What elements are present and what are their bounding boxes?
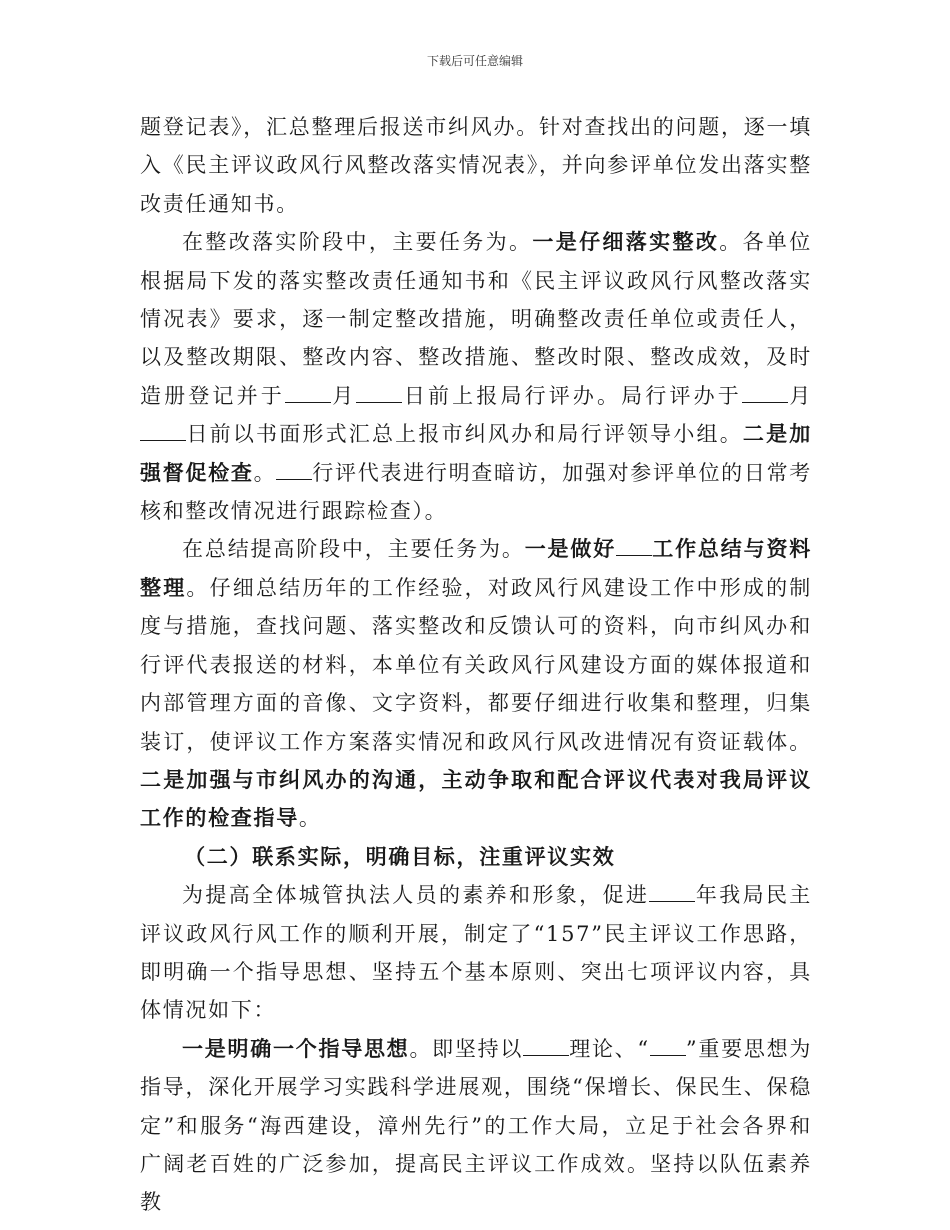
p2-text-d2: 日前以书面形式汇总上报市纠风办和局行评领导小组。: [186, 422, 743, 447]
p2-text-c: 。各单位根据局下发的落实整改责任通知书和《民主评议政风行风整改落实情况表》要求，逐一制定整改措施，明确整改责任单位或责任人，以及整改期限、整改内容、整改措施、整改时限、整改成效，及时造册登记并于: [140, 230, 812, 408]
page-header: 下载后可任意编辑: [426, 54, 523, 68]
p4-text-a: 为提高全体城管执法人员的素养和形象，促进: [182, 883, 650, 908]
blank-line: [285, 380, 331, 403]
p5-text-c: 理论、“: [569, 1036, 650, 1061]
paragraph-4: [140, 876, 812, 1030]
document-body: [140, 108, 812, 1222]
p2-month-1: 月: [330, 383, 357, 408]
paragraph-3: [140, 530, 812, 837]
p3-text-a: 在总结提高阶段中，主要任务为。: [182, 537, 525, 562]
p3-bold-2: 二是加强与市纠风办的沟通，主动争取和配合评议代表对我局评议工作的检查指导: [140, 766, 812, 831]
section-heading-text: （二）联系实际，明确目标，注重评议实效: [184, 843, 616, 869]
blank-line: [616, 533, 652, 556]
blank-line: [140, 418, 186, 441]
p4-text-b: 年我局民主评议政风行风工作的顺利开展，制定了“157”民主评议工作思路，即明确一个指导思想、坚持五个基本原则、突出七项评议内容，具体情况如下：: [140, 883, 813, 1023]
p2-bold-2: 二是加强督促检查: [140, 421, 812, 485]
p3-bold-1a: 一是做好: [524, 536, 617, 562]
p5-bold-1: 一是明确一个指导思想: [182, 1035, 410, 1061]
p2-text-a: 在整改落实阶段中，主要任务为。: [182, 230, 533, 255]
blank-line: [742, 380, 788, 403]
blank-line: [356, 380, 402, 403]
p2-text-f: 行评代表进行明查暗访，加强对参评单位的日常考核和整改情况进行跟踪检查）。: [140, 460, 813, 524]
p2-bold-1: 一是仔细落实整改: [532, 229, 720, 255]
paragraph-5: [140, 1030, 812, 1222]
p2-text-d1: 日前上报局行评办。局行评办于: [402, 383, 742, 408]
section-heading: [140, 838, 812, 876]
p3-text-c: 。仔细总结历年的工作经验，对政风行风建设工作中形成的制度与措施，查找问题、落实整改和反馈认可的资料，向市纠风办和行评代表报送的材料，本单位有关政风行风建设方面的媒体报道和内部管理方面的音像、文字资料，都要仔细进行收集和整理，归集装订，使评议工作方案落实情况和政风行风改进情况有资证载体。: [140, 575, 812, 754]
blank-line: [523, 1033, 569, 1056]
blank-line: [649, 879, 695, 902]
p3-text-end: 。: [298, 806, 322, 831]
blank-line: [650, 1033, 686, 1056]
p3-bold-1b: 工作总结与资料整理: [140, 536, 812, 600]
paragraph-1: 题登记表》，汇总整理后报送市纠风办。针对查找出的问题，逐一填入《民主评议政风行风整改落实情况表》，并向参评单位发出落实整改责任通知书。: [140, 115, 812, 216]
p5-text-a: 。即坚持以: [409, 1036, 524, 1061]
p2-text-e: 。: [253, 460, 277, 485]
p5-text-d: ”重要思想为指导，深化开展学习实践科学进展观，围绕“保增长、保民生、保稳定”和服务“海西建设，漳州先行”的工作大局，立足于社会各界和广阔老百姓的广泛参加，提高民主评议工作成效。坚持以队伍素养教: [140, 1036, 813, 1215]
paragraph-2: [140, 223, 812, 530]
blank-line: [276, 457, 312, 480]
p2-month-2: 月: [787, 383, 813, 408]
